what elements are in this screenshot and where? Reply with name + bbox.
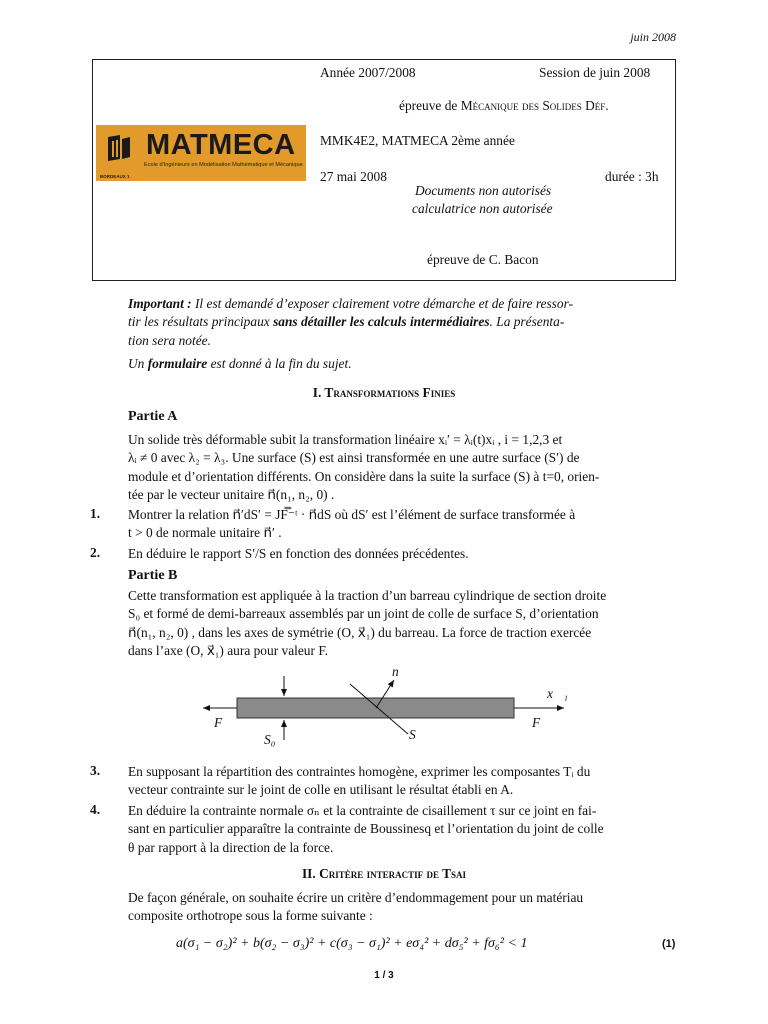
- exam-title: [399, 98, 609, 114]
- question-3-number: 3.: [90, 763, 101, 778]
- label-n: n⃗: [392, 664, 410, 679]
- label-x1: x⃗₁: [547, 686, 569, 701]
- academic-year: Année 2007/2008: [320, 65, 416, 80]
- question-3: [128, 763, 678, 800]
- exam-author: épreuve de C. Bacon: [427, 252, 539, 267]
- part-a-line-4: tée par le vecteur unitaire n⃗(n₁, n₂, 0) .: [128, 487, 335, 503]
- important-text-2a: tir les résultats principaux: [128, 314, 274, 330]
- bar-body: [237, 698, 514, 718]
- logo-wordmark: MATMECA: [146, 129, 296, 161]
- university-emblem-icon: [104, 131, 134, 173]
- logo-university: BORDEAUX 1: [100, 174, 130, 179]
- logo-subtitle: Ecole d'Ingénieurs en Modélisation Mathématique et Mécanique: [144, 162, 303, 168]
- part-a-line-1: Un solide très déformable subit la transformation linéaire xᵢ′ = λᵢ(t)xᵢ , i = 1,2,3 et: [128, 432, 563, 447]
- part-b-line-2: S₀ et formé de demi-barreaux assemblés par un joint de colle de surface S, d’orientation: [128, 606, 599, 622]
- question-1-line-2: t > 0 de normale unitaire n⃗′ .: [128, 525, 282, 541]
- formulaire-b: formulaire: [147, 356, 208, 371]
- top-date: juin 2008: [630, 30, 676, 44]
- part-a-text: [128, 431, 678, 505]
- part-b-text: [128, 587, 678, 661]
- question-4-line-1: En déduire la contrainte normale σₙ et la contrainte de cisaillement τ sur ce joint en fai-: [128, 803, 597, 818]
- question-3-line-2: vecteur contrainte sur le joint de colle en utilisant le résultat établi en A.: [128, 782, 514, 798]
- part-b-line-3: n⃗(n₁, n₂, 0) , dans les axes de symétrie (O, x⃗₁) du barreau. La force de traction exercée: [128, 624, 592, 640]
- label-s0: S₀: [264, 732, 276, 747]
- part-b-title: Partie B: [128, 568, 178, 583]
- question-2: En déduire le rapport S′/S en fonction des données précédentes.: [128, 546, 469, 561]
- question-3-line-1: En supposant la répartition des contraintes homogène, exprimer les composantes Tᵢ du: [128, 764, 591, 779]
- important-text-1: Il est demandé d’exposer clairement votre démarche et de faire ressor-: [191, 296, 573, 311]
- question-4-number: 4.: [90, 802, 101, 817]
- exam-date: 27 mai 2008: [320, 169, 387, 184]
- question-2-number: 2.: [90, 545, 101, 560]
- exam-subject: Mécanique des Solides Déf.: [460, 98, 609, 113]
- label-f-left: F: [214, 715, 223, 730]
- important-bold: sans détailler les calculs intermédiaires: [273, 314, 490, 330]
- formulaire-c: est donné à la fin du sujet.: [207, 356, 352, 371]
- bar-figure: [200, 660, 580, 760]
- exam-prefix: épreuve de: [399, 98, 461, 113]
- formulaire-a: Un: [128, 356, 148, 371]
- equation-number: (1): [662, 938, 676, 950]
- calculator-note: calculatrice non autorisée: [412, 201, 553, 216]
- part-b-line-4: dans l’axe (O, x⃗₁) aura pour valeur F.: [128, 643, 329, 659]
- label-s: S: [409, 727, 416, 742]
- question-4-line-2: sant en particulier apparaître la contrainte de Boussinesq et l’orientation du joint de colle: [128, 821, 604, 837]
- section-2-title: II. Critère interactif de Tsai: [301, 866, 467, 881]
- formulaire-note: [128, 355, 678, 373]
- question-1-line-1: Montrer la relation n⃗′dS′ = JF̿⁻ᵗ · n⃗dS où dS′ est l’élément de surface transformée à: [128, 507, 576, 522]
- question-4-line-3: θ par rapport à la direction de la force.: [128, 839, 334, 855]
- exam-duration: durée : 3h: [605, 169, 659, 184]
- course-code: MMK4E2, MATMECA 2ème année: [320, 133, 515, 148]
- part-b-line-1: Cette transformation est appliquée à la traction d’un barreau cylindrique de section droite: [128, 588, 607, 603]
- important-text-2b: . La présenta-: [489, 314, 565, 330]
- important-notice: [128, 295, 678, 350]
- tsai-equation: a(σ₁ − σ₂)² + b(σ₂ − σ₃)² + c(σ₃ − σ₁)² + eσ₄² + dσ₅² + fσ₆² < 1: [176, 936, 528, 951]
- label-f-right: F: [532, 715, 541, 730]
- question-4: [128, 802, 678, 857]
- question-1-number: 1.: [90, 506, 101, 521]
- documents-note: Documents non autorisés: [415, 183, 552, 198]
- important-text-3: tion sera notée.: [128, 332, 211, 348]
- page-number: 1 / 3: [374, 970, 394, 981]
- question-1: [128, 506, 678, 543]
- session: Session de juin 2008: [539, 65, 651, 80]
- section-2-text: [128, 889, 678, 926]
- part-a-title: Partie A: [128, 409, 178, 424]
- section-1-title: I. Transformations Finies: [312, 385, 456, 400]
- important-label: Important :: [128, 296, 192, 311]
- section-2-line-1: De façon générale, on souhaite écrire un critère d’endommagement pour un matériau: [128, 890, 584, 905]
- part-a-line-3: module et d’orientation différents. On considère dans la suite la surface (S) à t=0, orien-: [128, 468, 600, 484]
- section-2-line-2: composite orthotrope sous la forme suivante :: [128, 908, 373, 924]
- part-a-line-2: λᵢ ≠ 0 avec λ₂ = λ₃. Une surface (S) est ainsi transformée en une autre surface (S′) de: [128, 450, 580, 466]
